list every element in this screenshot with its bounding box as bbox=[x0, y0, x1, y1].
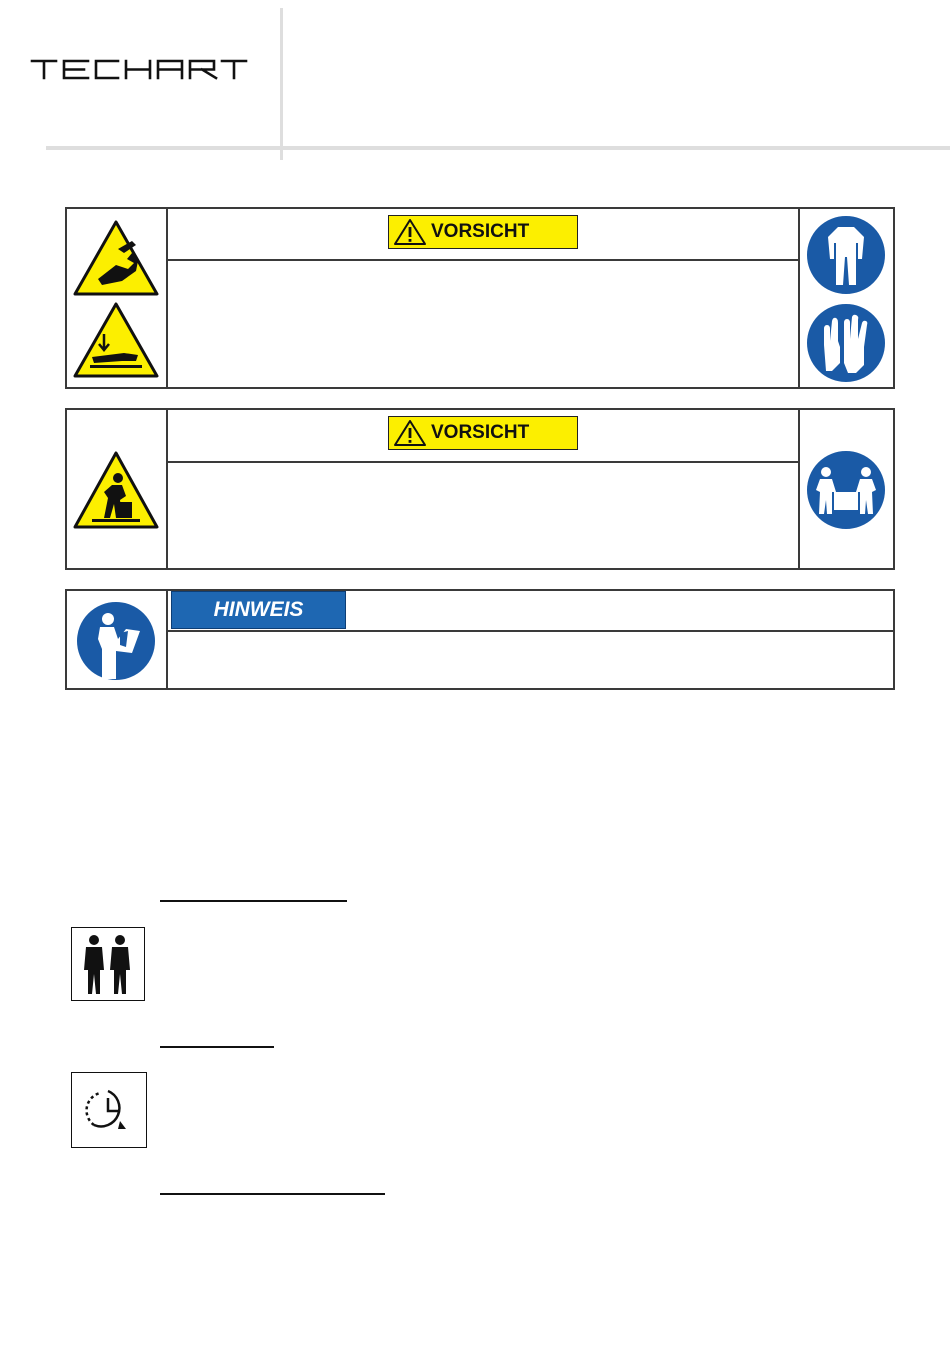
techart-logo bbox=[30, 56, 250, 82]
caution-label bbox=[388, 215, 578, 249]
two-persons-icon bbox=[72, 928, 143, 999]
warning-triangle-icon bbox=[393, 419, 427, 447]
protective-gloves-icon bbox=[804, 301, 888, 385]
time-icon-box bbox=[71, 1072, 147, 1148]
section-heading-underline bbox=[160, 1046, 274, 1048]
notice-box bbox=[65, 589, 895, 690]
warning-header-row bbox=[166, 410, 800, 463]
header-vertical-divider bbox=[280, 8, 283, 160]
notice-icon-column bbox=[67, 591, 168, 688]
section-heading-underline bbox=[160, 1193, 385, 1195]
header-horizontal-divider bbox=[46, 146, 950, 150]
caution-signal-word: VORSICHT bbox=[431, 422, 530, 443]
two-person-lift-icon bbox=[804, 448, 888, 532]
notice-label: HINWEIS bbox=[171, 591, 346, 629]
heavy-load-hazard-icon bbox=[72, 450, 160, 530]
section-heading-underline bbox=[160, 900, 347, 902]
read-manual-icon bbox=[74, 599, 158, 683]
caution-label bbox=[388, 416, 578, 450]
caution-signal-word: VORSICHT bbox=[431, 221, 530, 242]
hazard-icon-column bbox=[67, 410, 168, 568]
warning-box-cutting-crushing bbox=[65, 207, 895, 389]
mandatory-icon-column bbox=[798, 410, 893, 568]
warning-header-row bbox=[166, 209, 800, 261]
warning-triangle-icon bbox=[393, 218, 427, 246]
notice-header-row bbox=[166, 591, 893, 632]
warning-box-heavy-load bbox=[65, 408, 895, 570]
hazard-icon-column bbox=[67, 209, 168, 387]
logo-lettering bbox=[30, 56, 250, 82]
mandatory-icon-column bbox=[798, 209, 893, 387]
crushing-hazard-icon bbox=[72, 301, 160, 379]
cutting-hazard-icon bbox=[72, 219, 160, 297]
protective-clothing-icon bbox=[804, 213, 888, 297]
time-icon bbox=[72, 1073, 145, 1146]
personnel-icon-box bbox=[71, 927, 145, 1001]
